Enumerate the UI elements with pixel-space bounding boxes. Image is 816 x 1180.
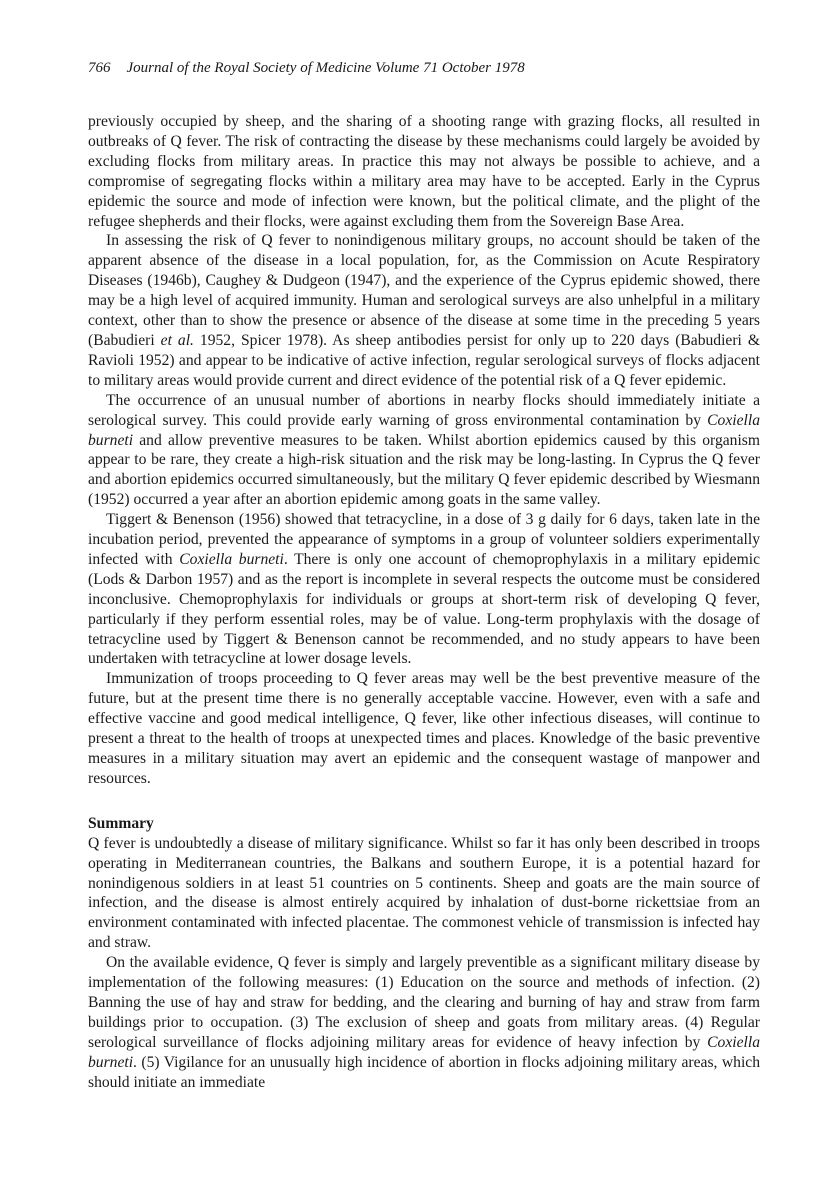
article-body (88, 112, 760, 1093)
summary-heading: Summary (88, 814, 154, 832)
summary-paragraph: Q fever is undoubtedly a disease of military significance. Whilst so far it has only been described in troops operating in Mediterranean countries, the Balkans and southern Europe, it is a potential hazard for nonindigenous soldiers in at least 51 countries on 5 continents. Sheep and goats are the main source of infection, and the disease is almost entirely acquired by inhalation of dust-borne rickettsiae from an environment contaminated with infected placentae. The commonest vehicle of transmission is infected hay and straw. (88, 834, 760, 952)
paragraph: Tiggert & Benenson (1956) showed that tetracycline, in a dose of 3 g daily for 6 days, taken late in the incubation period, prevented the appearance of symptoms in a group of volunteer soldiers experimentally infected with Coxiella burneti. There is only one account of chemoprophylaxis in a military epidemic (Lods & Darbon 1957) and as the report is incomplete in several respects the outcome must be considered inconclusive. Chemoprophylaxis for individuals or groups at short-term risk of developing Q fever, particularly if they perform essential roles, may be of value. Long-term prophylaxis with the dosage of tetracycline used by Tiggert & Benenson cannot be recommended, and no study appears to have been undertaken with tetracycline at lower dosage levels. (88, 511, 760, 668)
paragraph: Immunization of troops proceeding to Q fever areas may well be the best preventive measure of the future, but at the present time there is no generally acceptable vaccine. However, even with a safe and effective vaccine and good medical intelligence, Q fever, like other infectious diseases, will continue to present a threat to the health of troops at unexpected times and places. Knowledge of the basic preventive measures in a military situation may avert an epidemic and the consequent wastage of manpower and resources. (88, 670, 760, 787)
paragraph: previously occupied by sheep, and the sharing of a shooting range with grazing flocks, all resulted in outbreaks of Q fever. The risk of contracting the disease by these mechanisms could largely be avoided by excluding flocks from military areas. In practice this may not always be possible to achieve, and a compromise of segregating flocks within a military area may have to be accepted. Early in the Cyprus epidemic the source and mode of infection were known, but the political climate, and the plight of the refugee shepherds and their flocks, were against excluding them from the Sovereign Base Area. (88, 113, 760, 230)
paragraph: The occurrence of an unusual number of abortions in nearby flocks should immediately initiate a serological survey. This could provide early warning of gross environmental contamination by Coxiella burneti and allow preventive measures to be taken. Whilst abortion epidemics caused by this organism appear to be rare, they create a high-risk situation and the risk may be long-lasting. In Cyprus the Q fever and abortion epidemics occurred simultaneously, but the military Q fever epidemic described by Wiesmann (1952) occurred a year after an abortion epidemic among goats in the same valley. (88, 391, 760, 509)
summary-paragraph: On the available evidence, Q fever is simply and largely preventible as a significant military disease by implementation of the following measures: (1) Education on the source and methods of infection. (2) Banning the use of hay and straw for bedding, and the clearing and burning of hay and straw from farm buildings prior to occupation. (3) The exclusion of sheep and goats from military areas. (4) Regular serological surveillance of flocks adjoining military areas for evidence of heavy infection by Coxiella burneti. (5) Vigilance for an unusually high incidence of abortion in flocks adjoining military areas, which should initiate an immediate (88, 954, 760, 1091)
running-header (88, 58, 760, 78)
page-number: 766 (88, 60, 111, 76)
paragraph: In assessing the risk of Q fever to nonindigenous military groups, no account should be taken of the apparent absence of the disease in a local population, for, as the Commission on Acute Respiratory Diseases (1946b), Caughey & Dudgeon (1947), and the experience of the Cyprus epidemic showed, there may be a high level of acquired immunity. Human and serological surveys are also unhelpful in a military context, other than to show the presence or absence of the disease at some time in the preceding 5 years (Babudieri et al. 1952, Spicer 1978). As sheep antibodies persist for only up to 220 days (Babudieri & Ravioli 1952) and appear to be indicative of active infection, regular serological surveys of flocks adjacent to military areas would provide current and direct evidence of the potential risk of a Q fever epidemic. (88, 232, 760, 389)
running-title: Journal of the Royal Society of Medicine Volume 71 October 1978 (126, 60, 525, 76)
